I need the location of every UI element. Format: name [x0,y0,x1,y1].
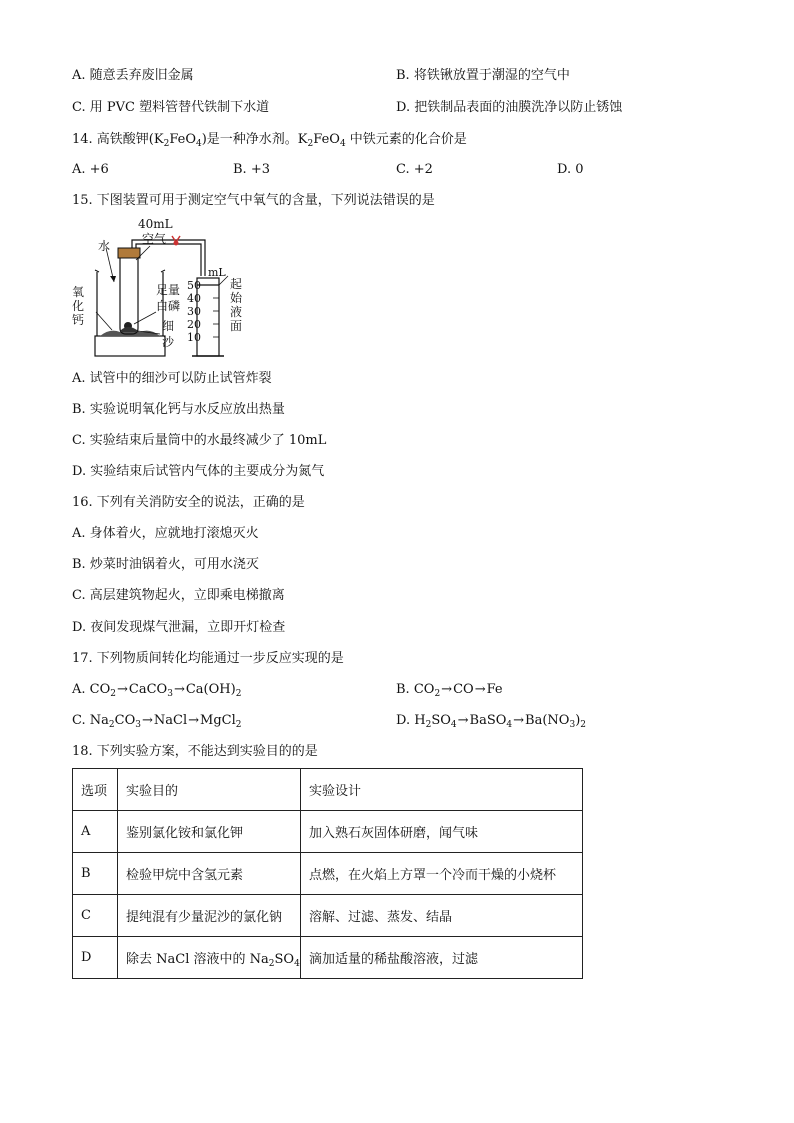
table-row [73,853,583,895]
label-air: 空气 [142,232,167,246]
q17-stem: 17. 下列物质间转化均能通过一步反应实现的是 [72,651,344,666]
label-level-2: 始 [230,291,243,305]
header-option: 选项 [73,769,118,811]
q16-stem: 16. 下列有关消防安全的说法，正确的是 [72,495,305,510]
scale-20: 20 [187,318,201,331]
row-purpose: 提纯混有少量泥沙的氯化钠 [118,895,301,937]
scale-40: 40 [187,292,201,305]
q14-stem: 14. 高铁酸钾$(K_2FeO_4)$是一种净水剂。$K_2FeO_4$ 中铁元素的化合价是 [72,132,467,149]
table-row [73,937,583,979]
label-water: 水 [98,239,111,253]
q17-option-c: C. $Na_2CO_3\to NaCl\to MgCl_2$ [72,713,242,730]
q15-option-d: D. 实验结束后试管内气体的主要成分为氮气 [72,464,325,479]
row-design: 点燃，在火焰上方罩一个冷而干燥的小烧杯 [301,853,583,895]
row-design: 溶解、过滤、蒸发、结晶 [301,895,583,937]
q17-option-d: D. $H_2SO_4\to BaSO_4\to Ba(NO_3)_2$ [396,713,587,730]
q16-option-c: C. 高层建筑物起火，立即乘电梯撤离 [72,588,285,603]
row-option: B [73,853,118,895]
header-purpose: 实验目的 [118,769,301,811]
oxygen-measurement-apparatus [70,216,260,364]
table-row [73,895,583,937]
q13-option-b: B. 将铁锹放置于潮湿的空气中 [396,68,570,83]
q16-option-a: A. 身体着火，应就地打滚熄灭火 [72,526,259,541]
q13-option-a: A. 随意丢弃废旧金属 [72,68,194,83]
row-design: 加入熟石灰固体研磨，闻气味 [301,811,583,853]
stopper [118,248,140,258]
label-white-p-1: 足量 [156,283,181,297]
q14-option-d: D. 0 [557,162,584,177]
table-row [73,811,583,853]
label-cao-2: 化 [72,299,85,313]
q16-option-b: B. 炒菜时油锅着火，可用水浇灭 [72,557,259,572]
q18-stem: 18. 下列实验方案，不能达到实验目的的是 [72,744,318,759]
q15-option-b: B. 实验说明氧化钙与水反应放出热量 [72,402,285,417]
table-header-row [73,769,583,811]
label-level-3: 液 [230,305,243,319]
row-option: A [73,811,118,853]
label-white-p-2: 白磷 [156,299,181,313]
q16-option-d: D. 夜间发现煤气泄漏，立即开灯检查 [72,620,286,635]
q14-option-c: C. +2 [396,162,433,177]
base-block [95,336,165,356]
q13-option-c: C. 用 PVC 塑料管替代铁制下水道 [72,100,270,115]
q13-option-d: D. 把铁制品表面的油膜洗净以防止锈蚀 [396,100,623,115]
row-option: C [73,895,118,937]
q14-option-b: B. +3 [233,162,270,177]
q17-option-a: A. $CO_2\to CaCO_3\to Ca(OH)_2$ [72,682,242,699]
q15-option-c: C. 实验结束后量筒中的水最终减少了 10mL [72,433,327,448]
label-level-1: 起 [230,277,243,291]
experiment-table [72,768,583,979]
q15-stem: 15. 下图装置可用于测定空气中氧气的含量，下列说法错误的是 [72,193,435,208]
scale-30: 30 [187,305,201,318]
label-40ml: 40mL [138,217,173,231]
row-purpose: 检验甲烷中含氢元素 [118,853,301,895]
cylinder-scale-ticks [213,285,219,337]
label-sand-1: 细 [162,319,175,333]
label-level-4: 面 [230,319,243,333]
q17-option-b: B. $CO_2\to CO\to Fe$ [396,682,503,699]
scale-50: 50 [187,279,201,292]
label-cao-3: 钙 [72,313,85,327]
scale-10: 10 [187,331,201,344]
label-ml: mL [208,266,226,279]
row-design: 滴加适量的稀盐酸溶液，过滤 [301,937,583,979]
q14-option-a: A. +6 [72,162,109,177]
row-purpose: 鉴别氯化铵和氯化钾 [118,811,301,853]
row-purpose: 除去 NaCl 溶液中的 $Na_2SO_4$ [118,937,301,979]
header-design: 实验设计 [301,769,583,811]
label-sand-2: 沙 [162,335,175,349]
row-option: D [73,937,118,979]
label-cao-1: 氧 [72,285,85,299]
q15-option-a: A. 试管中的细沙可以防止试管炸裂 [72,371,272,386]
